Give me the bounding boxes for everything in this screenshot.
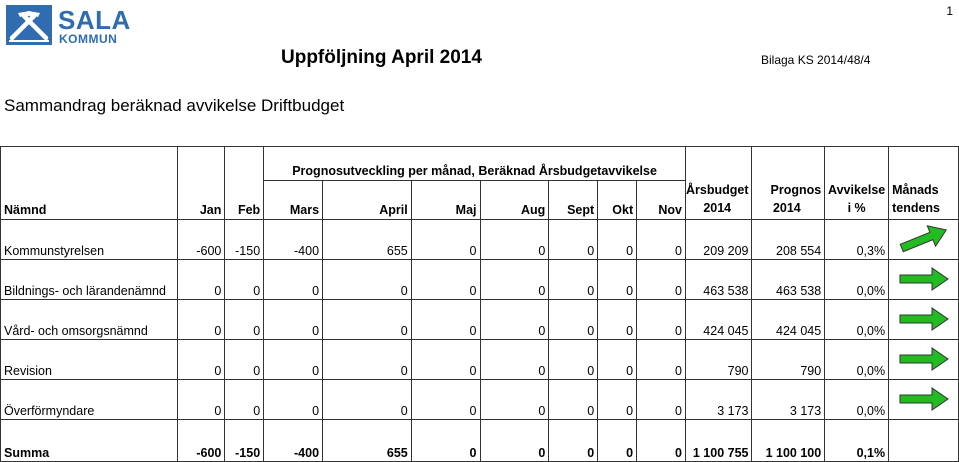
cell-prognos: 208 554 bbox=[752, 219, 825, 259]
cell-nov: 0 bbox=[637, 259, 686, 299]
table-row bbox=[1, 299, 959, 339]
sala-kommun-logo bbox=[6, 5, 134, 45]
col-header-okt: Okt bbox=[598, 181, 637, 220]
cell-tendens bbox=[889, 299, 959, 339]
page-title: Uppföljning April 2014 bbox=[281, 47, 482, 68]
col-header-namnd: Nämnd bbox=[1, 181, 178, 220]
arsbudget-label-line2: 2014 bbox=[703, 200, 732, 215]
cell-avvikelse: 0,0% bbox=[825, 379, 889, 419]
col-header-prognos bbox=[752, 181, 825, 220]
cell-jan: 0 bbox=[177, 259, 225, 299]
logo-subtitle: KOMMUN bbox=[59, 32, 118, 46]
row-name: Kommunstyrelsen bbox=[1, 219, 178, 259]
cell-feb: 0 bbox=[225, 339, 264, 379]
table-row bbox=[1, 219, 959, 259]
logo-name: SALA bbox=[58, 5, 131, 35]
arsbudget-label-line1: Årsbudget bbox=[685, 182, 749, 197]
table-row bbox=[1, 379, 959, 419]
cell-maj: 0 bbox=[411, 299, 480, 339]
cell-maj: 0 bbox=[411, 259, 480, 299]
cell-maj: 0 bbox=[411, 339, 480, 379]
header-blank-tendens bbox=[889, 147, 959, 181]
cell-okt: 0 bbox=[598, 379, 637, 419]
attachment-reference: Bilaga KS 2014/48/4 bbox=[761, 53, 871, 67]
row-name: Revision bbox=[1, 339, 178, 379]
cell-jan: 0 bbox=[177, 379, 225, 419]
sum-feb: -150 bbox=[225, 419, 264, 461]
arrow-right-icon bbox=[894, 384, 954, 414]
cell-sept: 0 bbox=[549, 339, 598, 379]
header-blank-arsbudget bbox=[685, 147, 752, 181]
prognos-label-line2: 2014 bbox=[772, 200, 801, 215]
cell-mars: 0 bbox=[264, 379, 323, 419]
avvikelse-label-line1: Avvikelse bbox=[828, 182, 886, 197]
cell-arsbudget: 3 173 bbox=[685, 379, 752, 419]
cell-avvikelse: 0,0% bbox=[825, 299, 889, 339]
cell-jan: 0 bbox=[177, 339, 225, 379]
col-header-maj: Maj bbox=[411, 181, 480, 220]
cell-tendens bbox=[889, 379, 959, 419]
cell-mars: 0 bbox=[264, 259, 323, 299]
cell-tendens bbox=[889, 339, 959, 379]
arrow-right-icon bbox=[894, 344, 954, 374]
sum-april: 655 bbox=[323, 419, 412, 461]
header-blank-prognos bbox=[752, 147, 825, 181]
col-header-feb: Feb bbox=[225, 181, 264, 220]
cell-arsbudget: 209 209 bbox=[685, 219, 752, 259]
cell-tendens bbox=[889, 219, 959, 259]
cell-aug: 0 bbox=[480, 379, 549, 419]
cell-aug: 0 bbox=[480, 339, 549, 379]
cell-sept: 0 bbox=[549, 259, 598, 299]
cell-sept: 0 bbox=[549, 379, 598, 419]
table-row bbox=[1, 339, 959, 379]
cell-feb: 0 bbox=[225, 259, 264, 299]
col-header-mars: Mars bbox=[264, 181, 323, 220]
sum-row bbox=[1, 419, 959, 461]
cell-arsbudget: 424 045 bbox=[685, 299, 752, 339]
header-blank-namnd bbox=[1, 147, 178, 181]
cell-aug: 0 bbox=[480, 219, 549, 259]
sum-sept: 0 bbox=[549, 419, 598, 461]
section-title: Sammandrag beräknad avvikelse Driftbudget bbox=[4, 96, 345, 115]
cell-arsbudget: 790 bbox=[685, 339, 752, 379]
header-blank-jan bbox=[177, 147, 225, 181]
cell-okt: 0 bbox=[598, 339, 637, 379]
cell-aug: 0 bbox=[480, 299, 549, 339]
sum-avvikelse: 0,1% bbox=[825, 419, 889, 461]
cell-april: 0 bbox=[323, 259, 412, 299]
prognos-label-line1: Prognos bbox=[770, 182, 822, 197]
cell-sept: 0 bbox=[549, 219, 598, 259]
cell-nov: 0 bbox=[637, 219, 686, 259]
cell-prognos: 3 173 bbox=[752, 379, 825, 419]
avvikelse-label-line2: i % bbox=[847, 200, 866, 215]
col-header-aug: Aug bbox=[480, 181, 549, 220]
cell-maj: 0 bbox=[411, 379, 480, 419]
cell-feb: -150 bbox=[225, 219, 264, 259]
cell-april: 655 bbox=[323, 219, 412, 259]
row-name: Vård- och omsorgsnämnd bbox=[1, 299, 178, 339]
sum-okt: 0 bbox=[598, 419, 637, 461]
col-header-tendens bbox=[889, 181, 959, 220]
cell-nov: 0 bbox=[637, 299, 686, 339]
cell-prognos: 463 538 bbox=[752, 259, 825, 299]
col-header-avvikelse bbox=[825, 181, 889, 220]
cell-feb: 0 bbox=[225, 379, 264, 419]
cell-prognos: 424 045 bbox=[752, 299, 825, 339]
cell-okt: 0 bbox=[598, 259, 637, 299]
cell-feb: 0 bbox=[225, 299, 264, 339]
sum-jan: -600 bbox=[177, 419, 225, 461]
cell-jan: -600 bbox=[177, 219, 225, 259]
cell-mars: 0 bbox=[264, 339, 323, 379]
cell-maj: 0 bbox=[411, 219, 480, 259]
cell-nov: 0 bbox=[637, 379, 686, 419]
cell-avvikelse: 0,0% bbox=[825, 339, 889, 379]
budget-table bbox=[0, 146, 959, 462]
cell-avvikelse: 0,0% bbox=[825, 259, 889, 299]
cell-sept: 0 bbox=[549, 299, 598, 339]
arrow-right-icon bbox=[894, 264, 954, 294]
arrow-right-icon bbox=[894, 304, 954, 334]
sum-prognos: 1 100 100 bbox=[752, 419, 825, 461]
cell-mars: -400 bbox=[264, 219, 323, 259]
cell-april: 0 bbox=[323, 299, 412, 339]
header-blank-avvikelse bbox=[825, 147, 889, 181]
header-blank-feb bbox=[225, 147, 264, 181]
cell-arsbudget: 463 538 bbox=[685, 259, 752, 299]
arrow-up-right-icon bbox=[894, 224, 954, 254]
cell-okt: 0 bbox=[598, 299, 637, 339]
cell-aug: 0 bbox=[480, 259, 549, 299]
col-header-april: April bbox=[323, 181, 412, 220]
group-header: Prognosutveckling per månad, Beräknad Årsbudgetavvikelse bbox=[264, 147, 686, 181]
cell-april: 0 bbox=[323, 379, 412, 419]
tendens-label-line1: Månads bbox=[892, 182, 939, 197]
sum-aug: 0 bbox=[480, 419, 549, 461]
cell-tendens bbox=[889, 259, 959, 299]
sum-arsbudget: 1 100 755 bbox=[685, 419, 752, 461]
col-header-nov: Nov bbox=[637, 181, 686, 220]
hammer-pick-logo-icon bbox=[6, 5, 52, 45]
col-header-jan: Jan bbox=[177, 181, 225, 220]
cell-jan: 0 bbox=[177, 299, 225, 339]
sum-nov: 0 bbox=[637, 419, 686, 461]
col-header-sept: Sept bbox=[549, 181, 598, 220]
row-name: Bildnings- och lärandenämnd bbox=[1, 259, 178, 299]
cell-prognos: 790 bbox=[752, 339, 825, 379]
sum-tendens bbox=[889, 419, 959, 461]
cell-april: 0 bbox=[323, 339, 412, 379]
table-row bbox=[1, 259, 959, 299]
sum-label: Summa bbox=[1, 419, 178, 461]
col-header-arsbudget bbox=[685, 181, 752, 220]
page-number: 1 bbox=[946, 4, 953, 18]
cell-mars: 0 bbox=[264, 299, 323, 339]
cell-avvikelse: 0,3% bbox=[825, 219, 889, 259]
cell-nov: 0 bbox=[637, 339, 686, 379]
sum-maj: 0 bbox=[411, 419, 480, 461]
row-name: Överförmyndare bbox=[1, 379, 178, 419]
tendens-label-line2: tendens bbox=[892, 200, 941, 215]
cell-okt: 0 bbox=[598, 219, 637, 259]
sum-mars: -400 bbox=[264, 419, 323, 461]
